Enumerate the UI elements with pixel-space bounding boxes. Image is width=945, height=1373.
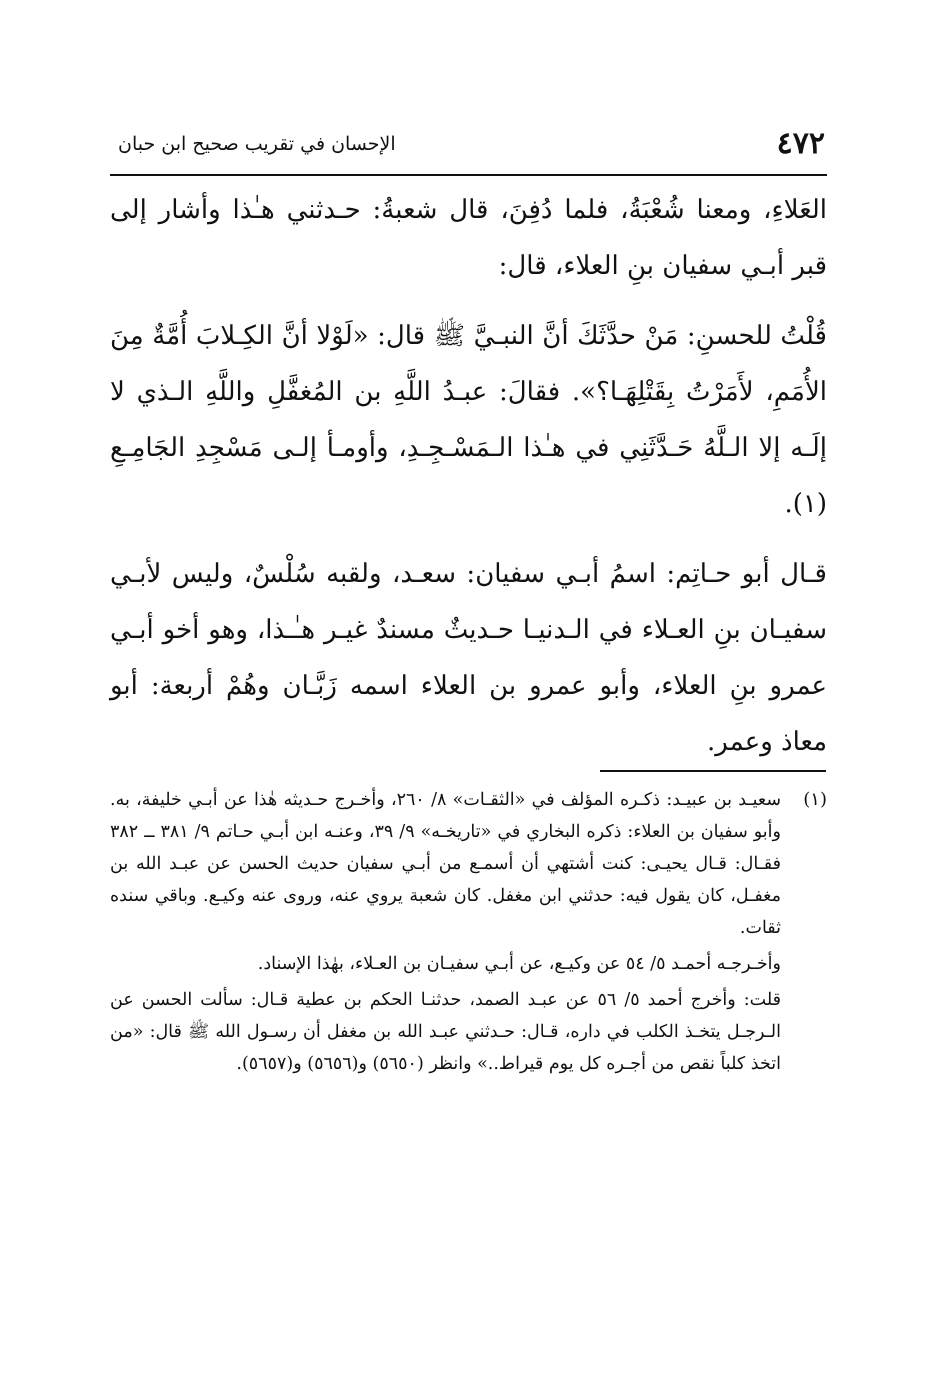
footnote-paragraph: قلت: وأخرج أحمد ٥/ ٥٦ عن عبـد الصمد، حدثنـا الحكم بن عطية قـال: سألت الحسن عن الـرجـل يتخـذ الكلب في داره، قـال: حـدثني عبـد الله بن مغفل أن رسـول الله ﷺ قال: «من اتخذ كلباً نقص من أجـره كل يوم قيراط..» وانظر (٥٦٥٠) و(٥٦٥٦) و(٥٦٥٧). [110,990,781,1074]
main-paragraph: قُلْتُ للحسنِ: مَنْ حدَّثَكَ أنَّ النبـيَّ ﷺ قال: «لَوْلا أنَّ الكِـلابَ أُمَّةٌ مِنَ الأُمَمِ، لأَمَرْتُ بِقَتْلِهَـا؟». فقالَ: عبـدُ اللَّهِ بن المُغفَّلِ واللَّهِ الـذي لا إلَـه إلا الـلَّهُ حَـدَّثَنِي في هـٰذا الـمَسْـجِـدِ، وأومـأ إلـى مَسْجِدِ الجَامِـعِ (١). [110,321,827,519]
footnotes [110,784,827,1080]
footnote-paragraph: وأخـرجـه أحمـد ٥/ ٥٤ عن وكيـع، عن أبـي سفيـان بن العـلاء، بهٰذا الإسناد. [257,954,781,974]
footnote-paragraph: سعيـد بن عبيـد: ذكـره المؤلف في «الثقـات» ٨/ ٢٦٠، وأخـرج حـديثه هٰذا عن أبـي خليفة، به. وأبو سفيان بن العلاء: ذكره البخاري في «تاريخـه» ٩/ ٣٩، وعنـه ابن أبـي حـاتم ٩/ ٣٨١ ــ ٣٨٢ فقـال: قـال يحيـى: كنت أشتهي أن أسمـع من أبـي سفيان حديث الحسن عن عبـد الله بن مغفـل، كان يقول فيه: حدثني ابن مغفل. كان شعبة يروي عنه، وروى عنه وكيـع. وباقي سنده ثقات. [110,790,781,938]
footnote-rule [600,770,826,772]
footnote-entry [110,784,827,1080]
page-header [118,124,825,164]
main-paragraph: العَلاءِ، ومعنا شُعْبَةُ، فلما دُفِنَ، قال شعبةُ: حـدثني هـٰذا وأشار إلى قبر أبـي سفيان بنِ العلاء، قال: [110,195,827,281]
main-text [110,182,827,770]
footnote-body [110,784,781,1080]
header-rule [110,174,827,176]
main-paragraph: قـال أبو حـاتِم: اسمُ أبـي سفيان: سعـد، ولقبه سُلْسٌ، وليس لأبـي سفيـان بنِ العـلاء في الـدنيـا حـديثٌ مسندٌ غيـر هـٰـذا، وهو أخو أبـي عمرو بنِ العلاء، وأبو عمرو بن العلاء اسمه زَبَّـان وهُمْ أربعة: أبو معاذ وعمر. [110,559,827,757]
running-title: الإحسان في تقريب صحيح ابن حبان [118,133,396,155]
page-number: ٤٧٢ [776,126,825,161]
footnote-marker: (١) [803,789,827,810]
